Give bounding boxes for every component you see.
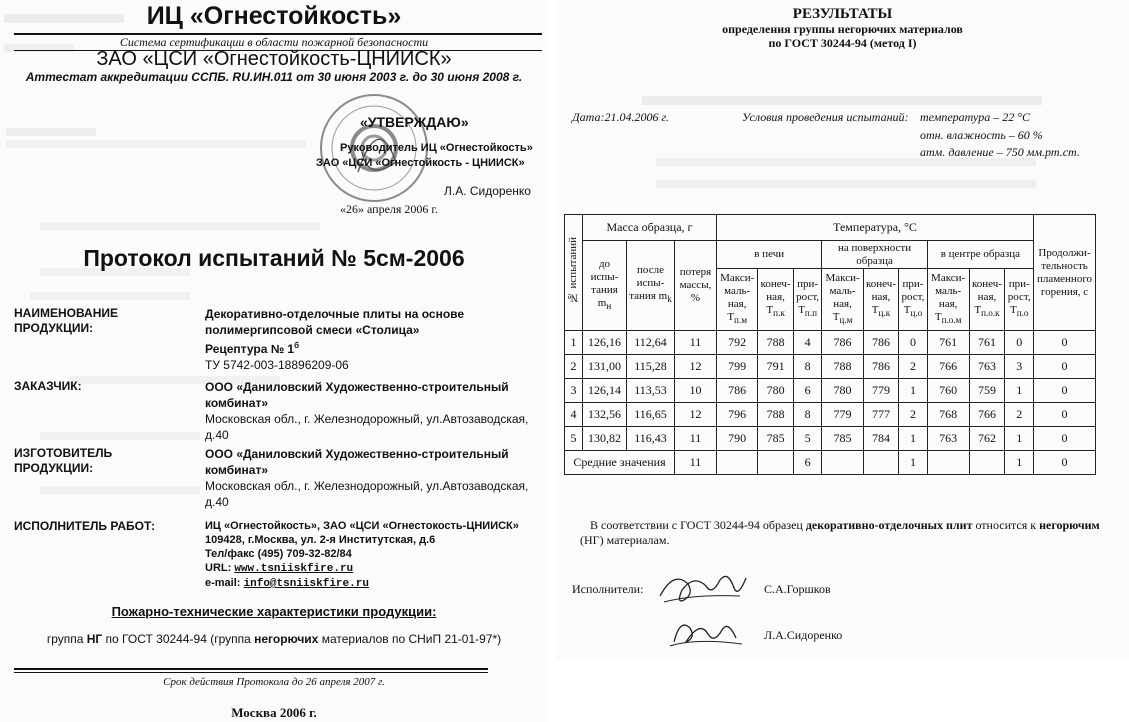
table-cell: 5 <box>565 427 583 451</box>
table-cell: 766 <box>927 355 969 379</box>
group-statement <box>0 632 548 646</box>
header-text: Макси-маль-ная, T <box>931 271 966 323</box>
header-final <box>969 269 1005 331</box>
table-cell: 132,56 <box>583 403 627 427</box>
table-cell: 4 <box>565 403 583 427</box>
average-loss: 11 <box>675 451 717 475</box>
website-link[interactable]: www.tsniiskfire.ru <box>234 563 354 575</box>
header-sub: k <box>667 294 672 305</box>
results-table-body <box>565 331 1096 475</box>
table-cell <box>822 451 863 475</box>
header-text: конеч-ная, T <box>760 278 791 317</box>
header-final <box>863 269 898 331</box>
table-cell: 799 <box>717 355 758 379</box>
table-cell: 116,43 <box>627 427 675 451</box>
table-cell: 3 <box>1005 355 1034 379</box>
header-text: Макси-маль-ная, T <box>825 271 860 323</box>
table-cell: 6 <box>793 379 822 403</box>
table-cell: 786 <box>822 331 863 355</box>
results-title: РЕЗУЛЬТАТЫ <box>792 6 893 22</box>
table-cell: 126,14 <box>583 379 627 403</box>
customer-label: ЗАКАЗЧИК: <box>14 379 82 393</box>
table-cell: 785 <box>758 427 793 451</box>
table-cell: 779 <box>822 403 863 427</box>
table-cell: 761 <box>969 331 1005 355</box>
table-cell: 126,16 <box>583 331 627 355</box>
header-sub: ц.о <box>910 308 923 319</box>
table-row <box>565 427 1096 451</box>
header-sub: п.о.к <box>981 308 1000 319</box>
approval-date: «26» апреля 2006 г. <box>340 202 438 216</box>
table-cell: 8 <box>793 355 822 379</box>
group-ng: НГ <box>86 632 103 646</box>
header-max <box>717 269 758 331</box>
condition-humidity: отн. влажность – 60 % <box>920 128 1043 142</box>
table-cell: 115,28 <box>627 355 675 379</box>
conditions-label: Условия проведения испытаний: <box>742 110 909 124</box>
table-cell: 0 <box>1034 379 1096 403</box>
table-cell: 130,82 <box>583 427 627 451</box>
header-mass-loss: потеря массы, % <box>675 241 717 331</box>
product-recipe <box>205 338 535 357</box>
table-cell: 12 <box>675 355 717 379</box>
table-cell: 5 <box>793 427 822 451</box>
table-cell: 760 <box>927 379 969 403</box>
maker-value <box>205 446 535 510</box>
results-table <box>564 214 1096 475</box>
header-sub: п.к <box>773 308 785 319</box>
average-surface-rise: 1 <box>899 451 928 475</box>
table-cell: 0 <box>1034 427 1096 451</box>
table-cell: 786 <box>863 331 898 355</box>
conclusion-product: декоративно-отделочных плит <box>805 518 973 532</box>
executor-name: ИЦ «Огнестойкость», ЗАО «ЦСИ «Огнестокость-ЦНИИСК» <box>205 520 519 532</box>
table-cell: 112,64 <box>627 331 675 355</box>
city-year: Москва 2006 г. <box>231 705 317 720</box>
validity-note: Срок действия Протокола до 26 апреля 2007 г. <box>163 676 385 688</box>
product-value <box>205 306 535 373</box>
table-cell: 131,00 <box>583 355 627 379</box>
header-sub: ц.к <box>878 308 891 319</box>
header-sub: н <box>606 301 612 312</box>
table-cell: 0 <box>1034 403 1096 427</box>
header-text: при-рост, T <box>1007 278 1031 317</box>
table-cell <box>758 451 793 475</box>
table-cell: 2 <box>1005 403 1034 427</box>
customer-address: Московская обл., г. Железнодорожный, ул.Автозаводская, д.40 <box>205 412 529 442</box>
table-cell: 796 <box>717 403 758 427</box>
protocol-title: Протокол испытаний № 5см-2006 <box>83 245 465 271</box>
table-cell: 0 <box>1005 331 1034 355</box>
signature-icon <box>654 566 750 610</box>
header-sub: п.п <box>804 308 818 319</box>
table-cell: 10 <box>675 379 717 403</box>
signature-icon <box>666 612 746 652</box>
header-text: до испы-тания m <box>590 257 619 309</box>
header-text: после испы-тания m <box>629 264 668 303</box>
approval-signer: Л.А. Сидоренко <box>444 184 531 198</box>
product-name: Декоративно-отделочные плиты на основе полимергипсовой смеси «Столица» <box>205 307 465 337</box>
header-rise <box>793 269 822 331</box>
group-noncombustible: негорючих <box>254 632 319 646</box>
approval-role-line: Руководитель ИЦ «Огнестойкость» <box>340 142 533 154</box>
table-cell: 1 <box>565 331 583 355</box>
results-subtitle: по ГОСТ 30244-94 (метод I) <box>768 36 917 50</box>
table-cell: 780 <box>758 379 793 403</box>
table-cell: 759 <box>969 379 1005 403</box>
table-cell <box>717 451 758 475</box>
table-cell: 788 <box>758 331 793 355</box>
group-text-part: группа <box>46 632 87 646</box>
test-date: Дата:21.04.2006 г. <box>572 110 669 124</box>
table-cell: 761 <box>927 331 969 355</box>
header-test-no-text: № испытаний <box>567 237 579 304</box>
product-label: НАИМЕНОВАНИЕ ПРОДУКЦИИ: <box>14 306 118 335</box>
table-cell: 788 <box>822 355 863 379</box>
table-cell: 779 <box>863 379 898 403</box>
table-cell: 2 <box>899 403 928 427</box>
table-cell: 2 <box>565 355 583 379</box>
recipe-superscript: б <box>294 341 300 350</box>
executor-value <box>205 519 535 591</box>
product-spec: ТУ 5742-003-18896209-06 <box>205 358 349 372</box>
average-center-rise: 1 <box>1005 451 1034 475</box>
table-cell: 763 <box>927 427 969 451</box>
table-row <box>565 403 1096 427</box>
header-mass-before <box>583 241 627 331</box>
table-cell <box>969 451 1005 475</box>
org-title: ИЦ «Огнестойкость» <box>146 2 402 30</box>
table-cell: 792 <box>717 331 758 355</box>
table-cell: 12 <box>675 403 717 427</box>
table-cell: 784 <box>863 427 898 451</box>
conclusion-class: негорючим <box>1039 518 1100 532</box>
table-cell: 763 <box>969 355 1005 379</box>
approval-heading: «УТВЕРЖДАЮ» <box>360 114 469 130</box>
email-label: e-mail: <box>205 577 244 589</box>
executor-url-row <box>205 561 535 576</box>
bleed-through-text <box>30 292 190 300</box>
company-name: ЗАО «ЦСИ «Огнестойкость-ЦНИИСК» <box>96 48 452 70</box>
executor-address: 109428, г.Москва, ул. 2-я Институтская, д.6 <box>205 534 436 546</box>
bleed-through-text <box>40 222 320 230</box>
table-cell: 1 <box>899 379 928 403</box>
header-text: конеч-ная, T <box>971 278 1002 317</box>
table-cell: 8 <box>793 403 822 427</box>
header-mass-after <box>627 241 675 331</box>
table-row-average <box>565 451 1096 475</box>
table-cell: 0 <box>899 331 928 355</box>
approval-role-line: ЗАО «ЦСИ «Огнестойкость - ЦНИИСК» <box>316 157 525 169</box>
table-cell: 0 <box>1034 331 1096 355</box>
bleed-through-text <box>6 128 96 136</box>
header-duration: Продолжи-тельность пламенного горения, с <box>1034 215 1096 331</box>
executors-label: Исполнители: <box>572 582 644 596</box>
group-text-part: материалов по СНиП 21-01-97*) <box>318 632 502 646</box>
executor-label: ИСПОЛНИТЕЛЬ РАБОТ: <box>14 519 156 533</box>
conclusion-text <box>580 518 1100 548</box>
table-cell: 762 <box>969 427 1005 451</box>
table-cell: 2 <box>899 355 928 379</box>
results-subtitle: определения группы негорючих материалов <box>722 22 963 36</box>
bleed-through-text <box>656 180 1036 188</box>
average-duration: 0 <box>1034 451 1096 475</box>
executor-phone: Тел/факс (495) 709-32-82/84 <box>205 548 352 560</box>
bleed-through-text <box>6 140 306 148</box>
header-rise <box>899 269 928 331</box>
header-text: Макси-маль-ная, T <box>720 271 755 323</box>
table-cell: 777 <box>863 403 898 427</box>
url-label: URL: <box>205 562 235 574</box>
header-temperature: Температура, °С <box>717 215 1034 241</box>
executor-email-row <box>205 576 535 591</box>
header-sub: ц.м <box>839 315 853 326</box>
table-cell: 788 <box>758 403 793 427</box>
table-cell: 1 <box>1005 427 1034 451</box>
maker-name: ООО «Даниловский Художественно-строительный комбинат» <box>205 447 509 477</box>
maker-address: Московская обл., г. Железнодорожный, ул.Автозаводская, д.40 <box>205 479 529 509</box>
protocol-cover-page <box>0 0 548 722</box>
table-cell: 116,65 <box>627 403 675 427</box>
table-cell: 1 <box>1005 379 1034 403</box>
table-cell: 0 <box>1034 355 1096 379</box>
footer-rule <box>14 668 488 670</box>
header-max <box>822 269 863 331</box>
table-cell: 785 <box>822 427 863 451</box>
table-row <box>565 331 1096 355</box>
table-cell <box>927 451 969 475</box>
table-row <box>565 355 1096 379</box>
table-cell: 766 <box>969 403 1005 427</box>
table-row <box>565 379 1096 403</box>
average-furnace-rise: 6 <box>793 451 822 475</box>
table-cell: 4 <box>793 331 822 355</box>
header-max <box>927 269 969 331</box>
header-center: в центре образца <box>927 241 1033 269</box>
bleed-through-text <box>40 432 200 440</box>
maker-label: ИЗГОТОВИТЕЛЬ ПРОДУКЦИИ: <box>14 446 113 475</box>
group-text-part: по ГОСТ 30244-94 (группа <box>102 632 255 646</box>
header-mass: Масса образца, г <box>583 215 717 241</box>
bleed-through-text <box>40 486 200 494</box>
table-cell: 780 <box>822 379 863 403</box>
condition-temperature: температура – 22 °С <box>920 110 1031 124</box>
table-cell: 786 <box>863 355 898 379</box>
executor-name: Л.А.Сидоренко <box>764 628 843 642</box>
header-final <box>758 269 793 331</box>
conclusion-part: В соответствии с ГОСТ 30244-94 образец <box>590 518 806 532</box>
table-cell: 791 <box>758 355 793 379</box>
table-cell: 11 <box>675 331 717 355</box>
header-text: при-рост, T <box>796 278 820 317</box>
customer-value <box>205 379 535 443</box>
table-cell: 11 <box>675 427 717 451</box>
executor-name: С.А.Горшков <box>764 582 831 596</box>
results-page <box>556 0 1129 660</box>
average-label: Средние значения <box>565 451 675 475</box>
table-cell: 3 <box>565 379 583 403</box>
recipe-text: Рецептура № 1 <box>205 342 295 356</box>
header-surface: на поверхности образца <box>822 241 927 269</box>
org-subtitle: Система сертификации в области пожарной безопасности <box>119 35 429 49</box>
conclusion-part: (НГ) материалам. <box>580 533 670 547</box>
header-furnace: в печи <box>717 241 822 269</box>
header-sub: п.м <box>734 315 748 326</box>
header-test-no <box>565 215 583 331</box>
header-rise <box>1005 269 1034 331</box>
table-cell: 790 <box>717 427 758 451</box>
table-cell <box>863 451 898 475</box>
page-gutter <box>548 0 556 722</box>
condition-pressure: атм. давление – 750 мм.рт.ст. <box>920 145 1080 159</box>
accreditation-text: Аттестат аккредитации ССПБ. RU.ИН.011 от 30 июня 2003 г. до 30 июня 2008 г. <box>25 70 523 84</box>
footer-rule <box>14 672 488 673</box>
bleed-through-text <box>642 96 1042 105</box>
customer-name: ООО «Даниловский Художественно-строительный комбинат» <box>205 380 509 410</box>
table-cell: 768 <box>927 403 969 427</box>
email-link[interactable]: info@tsniiskfire.ru <box>243 578 369 590</box>
header-sub: п.о <box>1016 308 1029 319</box>
conclusion-part: относится к <box>972 518 1040 532</box>
table-cell: 1 <box>899 427 928 451</box>
characteristics-heading: Пожарно-технические характеристики продукции: <box>111 604 437 619</box>
header-sub: п.о.м <box>941 315 962 326</box>
header-text: при-рост, T <box>901 278 925 317</box>
table-cell: 786 <box>717 379 758 403</box>
header-text: конеч-ная, T <box>865 278 896 317</box>
table-cell: 113,53 <box>627 379 675 403</box>
